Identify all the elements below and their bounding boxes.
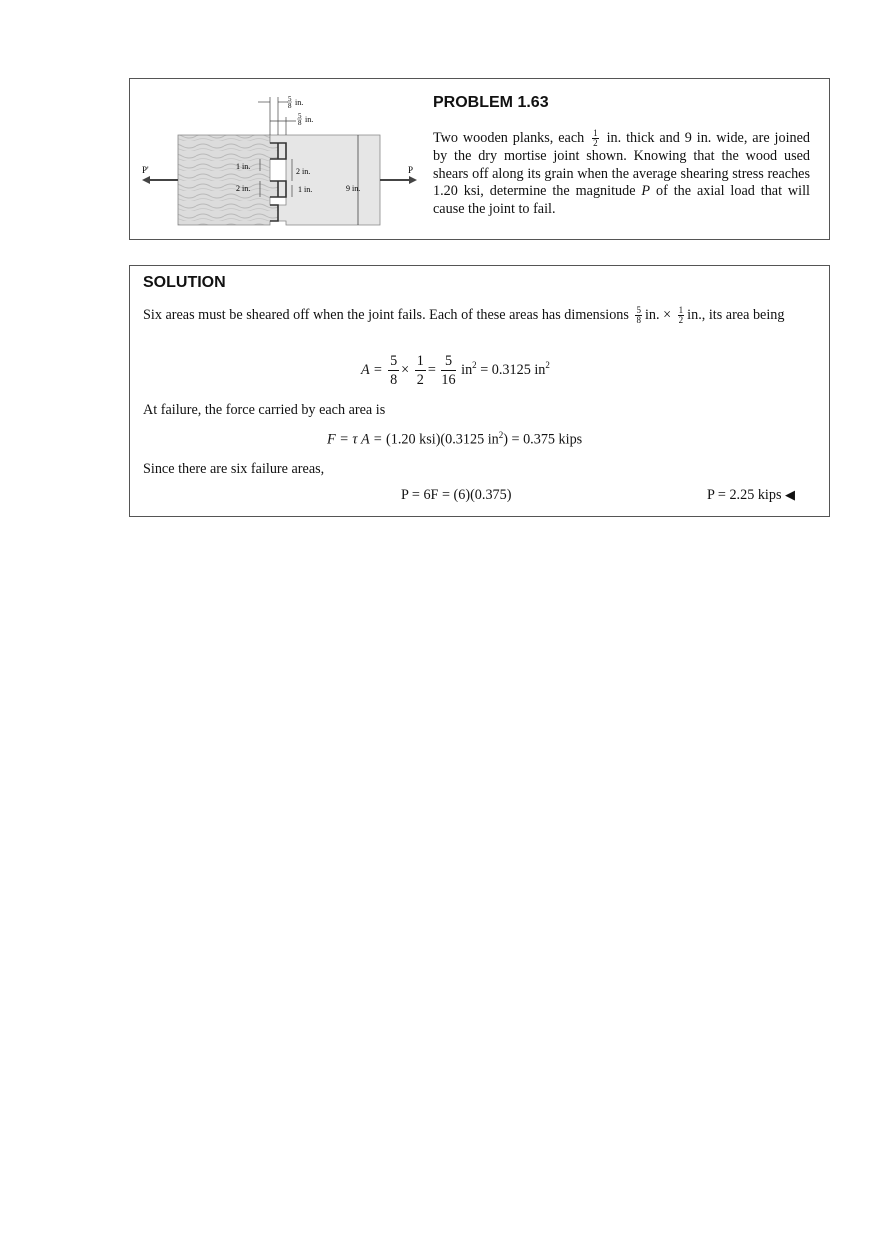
eqF-end: ) = 0.375 kips — [503, 431, 583, 448]
label-9in: 9 in. — [346, 184, 361, 193]
p-arrowhead — [409, 176, 417, 184]
left-plank — [178, 135, 278, 225]
p-prime-arrowhead — [142, 176, 150, 184]
label-1in-left: 1 in. — [236, 162, 251, 171]
label-p-prime: P' — [142, 165, 149, 175]
eqA-exp: 2 — [472, 360, 477, 371]
problem-title: PROBLEM 1.63 — [433, 94, 549, 111]
dim-top-den: 8 — [288, 102, 292, 110]
eqA-lhs: A = — [361, 361, 383, 378]
solution-line1-part2: in., its area being — [687, 307, 785, 323]
eqA-unit: in — [461, 361, 473, 378]
dim1-den: 8 — [636, 315, 641, 326]
dim-second-num: 5 — [298, 112, 302, 120]
problem-text-part1: Two wooden planks, each — [433, 129, 585, 146]
thickness-num: 1 — [593, 128, 598, 138]
final-answer — [707, 487, 795, 504]
eqA-f2-den: 2 — [416, 372, 424, 388]
eqA-f1-den: 8 — [390, 372, 398, 388]
solution-line3: Since there are six failure areas, — [143, 461, 325, 477]
thickness-den: 2 — [593, 138, 598, 148]
problem-text-part2: in. thick and 9 in. wide, are joined by the dry mortise joint shown. Knowing that the wood used shears off along its grain when the average shearing stress reaches 1.20 ksi, determine the magnitude — [433, 129, 811, 199]
problem-var-p: P — [641, 183, 651, 199]
eqA-frac1 — [388, 352, 399, 389]
mortise-joint-diagram — [140, 91, 425, 231]
thickness-fraction — [592, 129, 599, 148]
eqA-f3-den: 16 — [441, 372, 456, 388]
problem-statement — [433, 129, 810, 218]
dim1-num: 5 — [636, 305, 641, 316]
solution-intro — [143, 306, 811, 325]
dim-second-den: 8 — [298, 119, 302, 127]
force-equation — [327, 430, 582, 449]
p-equation: P = 6F = (6)(0.375) — [401, 487, 512, 503]
eqA-f1-num: 5 — [390, 353, 398, 369]
dim-unit1: in. × — [644, 307, 672, 323]
eqF-exp: 2 — [498, 430, 504, 440]
dim2-fraction — [678, 306, 685, 325]
problem-text-part3: of the axial load that will cause the joint to fail. — [433, 183, 811, 217]
dim2-num: 1 — [678, 305, 684, 316]
dim-top-unit: in. — [295, 98, 304, 107]
label-2in-left: 2 in. — [236, 184, 251, 193]
area-equation — [361, 352, 550, 389]
answer-marker-icon: ◀ — [785, 488, 796, 503]
answer-text: P = 2.25 kips — [707, 487, 782, 503]
eqA-f3-num: 5 — [441, 352, 455, 371]
eqF-mid: (1.20 ksi)(0.3125 in — [386, 431, 499, 448]
eqA-result-exp: 2 — [545, 360, 550, 371]
label-2in-right: 2 in. — [296, 167, 311, 176]
eqA-eq: = — [427, 361, 436, 378]
solution-line2: At failure, the force carried by each area is — [143, 402, 386, 418]
eqA-f2-num: 1 — [416, 353, 424, 369]
dim2-den: 2 — [678, 315, 684, 326]
label-p: P — [408, 165, 414, 175]
dim-top-num: 5 — [288, 95, 292, 103]
eqA-frac2 — [415, 352, 426, 389]
label-1in-right: 1 in. — [298, 185, 313, 194]
solution-box — [129, 265, 830, 517]
problem-box — [129, 78, 830, 240]
mortise-joint-figure — [140, 91, 425, 236]
eqA-result: = 0.3125 in — [480, 361, 546, 378]
solution-line1-part1: Six areas must be sheared off when the joint fails. Each of these areas has dimensions — [143, 307, 629, 323]
dim1-fraction — [635, 306, 642, 325]
eqA-times: × — [401, 361, 410, 378]
dim-second-unit: in. — [305, 115, 314, 124]
solution-title: SOLUTION — [143, 274, 226, 291]
eqF-lhs: F = τ A = — [327, 431, 383, 448]
eqA-frac3 — [441, 352, 455, 389]
